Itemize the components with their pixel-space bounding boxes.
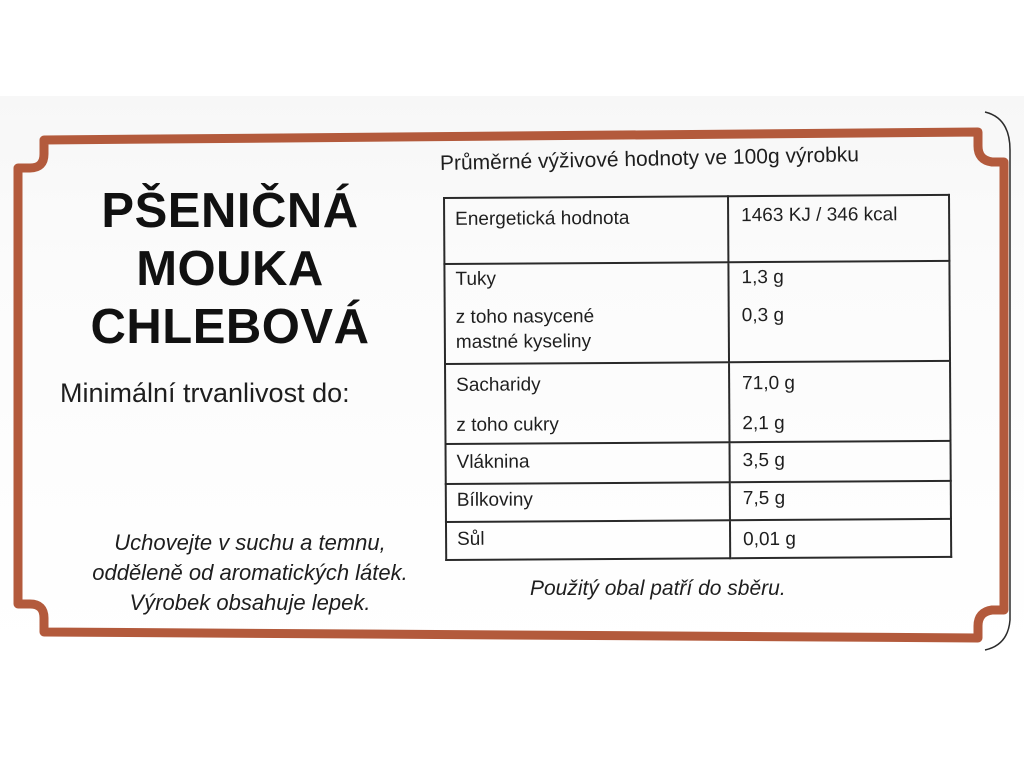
nutrient-name: z toho cukry: [456, 414, 559, 436]
nutrient-value: [728, 195, 949, 262]
nutrient-amount: 1463 KJ / 346 kcal: [741, 204, 898, 227]
storage-instructions: [40, 528, 460, 618]
nutrient-amount: 7,5 g: [742, 487, 786, 510]
nutrient-amount: 1,3 g: [741, 266, 784, 289]
nutrient-value: [730, 441, 951, 482]
table-row-salt: [446, 519, 951, 560]
nutrient-label: [444, 262, 729, 364]
storage-line: odděleně od aromatických látek.: [92, 560, 408, 585]
nutrient-name: Sacharidy: [456, 374, 541, 396]
nutrient-amount: 0,3 g: [741, 304, 785, 327]
nutrient-value: [730, 519, 951, 558]
table-row-fats: [444, 261, 950, 364]
nutrient-name: z toho nasycené: [455, 306, 595, 328]
title-line: CHLEBOVÁ: [90, 300, 370, 354]
shelf-life-label: Minimální trvanlivost do:: [60, 378, 350, 408]
nutrient-value: [728, 261, 950, 362]
nutrient-name-continued: mastné kyseliny: [455, 331, 592, 353]
table-row-carbohydrates: [445, 361, 950, 444]
product-title: [40, 182, 420, 356]
nutrient-label: [446, 520, 730, 560]
nutrient-amount: 2,1 g: [742, 412, 785, 435]
nutrient-label: [445, 362, 729, 444]
nutrient-label: [446, 442, 730, 484]
nutrient-label: [446, 482, 730, 522]
table-row-fiber: [446, 441, 951, 484]
nutrition-heading: Průměrné výživové hodnoty ve 100g výrobku: [439, 143, 860, 175]
title-line: MOUKA: [136, 242, 324, 296]
nutrient-value: [730, 481, 951, 520]
table-row-protein: [446, 481, 951, 522]
nutrient-amount: 0,01 g: [743, 528, 796, 551]
nutrient-name: Vláknina: [456, 451, 530, 473]
storage-line: Výrobek obsahuje lepek.: [129, 590, 371, 615]
table-row-energy: [444, 195, 949, 264]
nutrition-table: [443, 194, 952, 561]
nutrient-value: [729, 361, 950, 442]
recycle-note: Použitý obal patří do sběru.: [530, 577, 786, 600]
nutrient-name: Tuky: [455, 268, 497, 290]
nutrient-name: Sůl: [457, 528, 485, 550]
nutrient-name: Bílkoviny: [456, 489, 533, 511]
nutrient-name: Energetická hodnota: [455, 207, 630, 230]
nutrient-amount: 71,0 g: [742, 372, 796, 395]
nutrient-amount: 3,5 g: [742, 449, 785, 472]
title-line: PŠENIČNÁ: [101, 184, 359, 238]
storage-line: Uchovejte v suchu a temnu,: [114, 530, 386, 555]
nutrient-label: [444, 196, 728, 264]
